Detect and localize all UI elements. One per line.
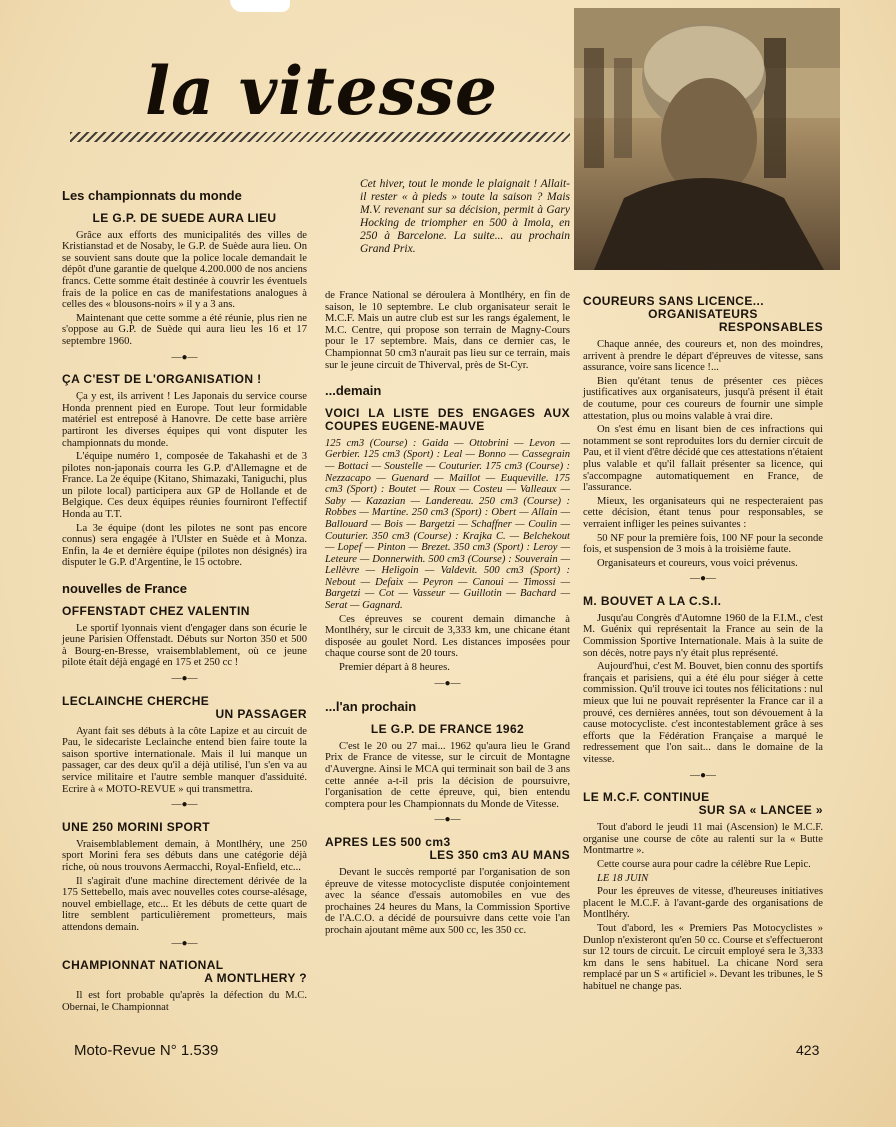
paragraph: Chaque année, des coureurs et, non des moindres, arrivent à prendre le départ d'épreuves de vitesse, sans assurance, voire sans licence !... <box>583 339 823 374</box>
paragraph: Devant le succès remporté par l'organisation de son épreuve de vitesse motocycliste disputée conjointement avec la séance d'essais automobiles en vue des prochaines 24 heures du Mans, la Commission Sportive de l'A.C.O. a décidé de poursuivre dans cette voie l'an prochain ajoutant même aux 500 cc, les 350 cc. <box>325 866 570 936</box>
separator: —●— <box>171 937 198 949</box>
paragraph: Il s'agirait d'une machine directement dérivée de la 175 Settebello, mais avec nouvelles cotes course-alésage, nouvel embiellage, etc... Et les débuts de cette quart de litre semblent particulièrement prometteurs, mais attendons demain. <box>62 875 307 933</box>
heading-line: APRES LES 500 cm3 <box>325 834 451 849</box>
subheading: LE 18 JUIN <box>597 872 649 884</box>
separator: —●— <box>689 769 717 781</box>
paragraph: Ça y est, ils arrivent ! Les Japonais du service course Honda prennent pied en Europe. Tout leur formidable matériel est entreposé à Hanovre. De cette base arrière partiront les diverses équipes qui vont disputer les championnats du monde. <box>62 391 307 449</box>
page-title: la vitesse <box>145 52 499 130</box>
separator: —●— <box>434 677 461 689</box>
column-1 <box>62 180 307 1015</box>
article-heading: VOICI LA LISTE DES ENGAGES AUX COUPES EUGENE-MAUVE <box>325 405 570 433</box>
entry-list: 125 cm3 (Course) : Gaida — Ottobrini — Levon — Gerbier. 125 cm3 (Sport) : Leal — Bonno — Cassegrain — Bottaci — Soustelle — Couturier. 175 cm3 (Course) : Nezzacapo — Guenard — Maillot — Euqueville. 175 cm3 (Sport) : Boutet — Roux — Costeu — Valleaux — Saby — Kazazian — Landereau. 250 cm3 (Course) : Robbes — Martine. 250 cm3 (Sport) : Obert — Allain — Ballouard — Bois — Bargetzi — Schaffner — Coulin — Couturier. 350 cm3 (Course) : Krajka C. — Belchekout — Lopef — Pinton — Brezet. 350 cm3 (Sport) : Leroy — Leteure — Donnerwith. 500 cm3 (Course) : Souverain — Lellèvre — Heligoin — Valdevit. 500 cm3 (Sport) : Nebout — Defaix — Peyron — Canoui — Timossi — Bargetzi — Cot — Vasseur — Guillotin — Bachard — Serat — Gagnard. <box>325 437 570 612</box>
article-heading: UNE 250 MORINI SPORT <box>62 819 211 834</box>
paragraph: Bien qu'étant tenus de présenter ces pièces justificatives aux organisateurs, jusqu'à présent il était de coutume, pour ces coureurs de fournir une simple attestation, plus ou moins valable à vrai dire. <box>583 375 823 422</box>
separator: —●— <box>434 814 461 826</box>
section-title: Les championnats du monde <box>62 188 242 203</box>
paragraph: Mieux, les organisateurs qui ne respecteraient pas cette décision, étant tenus pour responsables, se verraient infliger les peines suivantes : <box>583 495 823 530</box>
paragraph: Vraisemblablement demain, à Montlhéry, une 250 sport Morini fera ses débuts dans une catégorie déjà riche, où nous trouvons Aermacchi, Royal-Enfield, etc... <box>62 838 307 873</box>
article-heading: M. BOUVET A LA C.S.I. <box>583 593 722 608</box>
paragraph: Tout d'abord, les « Premiers Pas Motocyclistes » Dunlop n'existeront qu'en 50 cc. Course et s'effectueront sur 12 tours de circuit. Le circuit employé sera le 3,333 km dans le sens habituel. La chicane Nord sera remplacé par un S « artificiel ». Devant les tribunes, le S habituel ne change pas. <box>583 922 823 992</box>
paragraph: Grâce aux efforts des municipalités des villes de Kristianstad et de Nosaby, le G.P. de Suède aura lieu. On se souvient sans doute que la police locale demandait le dépôt d'une garantie de quelque 4.200.000 de nos anciens francs. Cette somme était destinée à couvrir les éventuels frais de la police en cas de manifestations analogues à celles des « blousons-noirs » il y a 3 ans. <box>62 229 307 311</box>
title-zigzag-rule <box>70 132 570 142</box>
paragraph: L'équipe numéro 1, composée de Takahashi et de 3 pilotes non-japonais courra les G.P. d'Allemagne et de France. La 2e équipe (Kitano, Shimazaki, Taniguchi, plus un pilote local) participera aux GP de Hollande et de Belgique. Ces deux équipes réunies fourniront l'effectif Honda au T.T. <box>62 451 307 521</box>
article-heading: LE G.P. DE FRANCE 1962 <box>370 721 525 736</box>
paragraph: C'est le 20 ou 27 mai... 1962 qu'aura lieu le Grand Prix de France de vitesse, sur le circuit de Montagne d'Auvergne. Ainsi le MCA qui terminait son bail de 3 ans cette année a-t-il pris la décision de poursuivre, l'organisation de cette épreuve, qui, bien entendu comptera pour les Championnats du Monde de Vitesse. <box>325 740 570 810</box>
paragraph: Maintenant que cette somme a été réunie, plus rien ne s'oppose au G.P. de Suède qui aura lieu les 16 et 17 septembre 1960. <box>62 312 307 347</box>
article-heading <box>325 836 570 862</box>
paragraph: Premier départ à 8 heures. <box>339 662 450 674</box>
article-heading: OFFENSTADT CHEZ VALENTIN <box>62 603 250 618</box>
article-heading <box>583 295 823 334</box>
heading-line: LES 350 cm3 AU MANS <box>429 847 570 862</box>
section-title: ...l'an prochain <box>325 699 417 715</box>
article-heading <box>62 959 307 985</box>
paragraph: 50 NF pour la première fois, 100 NF pour la seconde fois, et suspension de 3 mois à la troisième faute. <box>583 532 823 556</box>
heading-line: A MONTLHERY ? <box>204 971 307 986</box>
section-title: ...demain <box>325 383 382 399</box>
paragraph: Pour les épreuves de vitesse, d'heureuses initiatives placent le M.C.F. à l'avant-garde des organisations de Montlhéry. <box>583 886 823 921</box>
paragraph: Il est fort probable qu'après la défection du M.C. Obernai, le Championnat <box>62 990 307 1013</box>
article-heading <box>62 695 307 721</box>
heading-line: CHAMPIONNAT NATIONAL <box>62 958 224 973</box>
heading-line: SUR SA « LANCEE » <box>698 803 823 818</box>
heading-line: RESPONSABLES <box>718 320 823 334</box>
footer-issue: Moto-Revue N° 1.539 <box>74 1042 219 1059</box>
article-heading <box>583 791 823 817</box>
heading-line: ORGANISATEURS <box>648 307 758 321</box>
paragraph: Le sportif lyonnais vient d'engager dans son écurie le jeune Parisien Offenstadt. Débuts sur Norton 350 et 500 à Bourg-en-Bresse, vraisemblablement, où ce jeune pilote était déjà engagé en 175 et 250 cc ! <box>62 622 307 669</box>
paragraph: Ayant fait ses débuts à la côte Lapize et au circuit de Pau, le sidecariste Leclainche entend bien faire toute la saison sportive internationale. Mais il lui manque un passager, car des deux qu'il a déjà utilisé, l'un s'en va au service militaire et l'autre semble manquer d'assiduité. Ecrire à « MOTO-REVUE » qui transmettra. <box>62 725 307 795</box>
separator: —●— <box>171 351 198 363</box>
paragraph: Ces épreuves se courent demain dimanche à Montlhéry, sur le circuit de 3,333 km, une chicane étant disposée au goulet Nord. Les distances imposées pour chaque course sont de 20 tours. <box>325 613 570 660</box>
paragraph: On s'est ému en lisant bien de ces infractions qui notamment se sont reproduites lors du dernier circuit de Pau, et il vient d'être décidé que ces attestations n'étaient plus valable et qu'il fallait présenter sa licence, qui s'accompagne automatiquement en France, de l'assurance. <box>583 424 823 494</box>
section-title: nouvelles de France <box>62 581 187 597</box>
paper-tear <box>230 0 290 12</box>
column-3 <box>583 285 823 995</box>
rider-photo <box>574 8 840 270</box>
heading-line: UN PASSAGER <box>215 706 307 721</box>
paragraph: Organisateurs et coureurs, vous voici prévenus. <box>597 557 798 569</box>
column-2 <box>325 290 570 939</box>
heading-line: LECLAINCHE CHERCHE <box>62 693 210 708</box>
article-heading: ÇA C'EST DE L'ORGANISATION ! <box>62 372 262 387</box>
separator: —●— <box>689 573 717 585</box>
photo-caption: Cet hiver, tout le monde le plaignait ! Allait-il rester « à pieds » toute la saison ? Mais M.V. revenant sur sa décision, permit à Gary Hocking de triompher en 500 à Imola, en 250 à Barcelone. La suite... au prochain Grand Prix. <box>360 178 570 255</box>
paragraph: Jusqu'au Congrès d'Automne 1960 de la F.I.M., c'est M. Guénix qui représentait la France au sein de la Commission Sportive Internationale. Mais à la suite de son décès, notre pays n'y était plus représenté. <box>583 612 823 659</box>
heading-line: LE M.C.F. CONTINUE <box>583 790 710 805</box>
separator: —●— <box>171 673 198 684</box>
paragraph: Cette course aura pour cadre la célèbre Rue Lepic. <box>597 858 811 870</box>
page-number: 423 <box>796 1042 820 1058</box>
paragraph: La 3e équipe (dont les pilotes ne sont pas encore connus) sera engagée à l'Ulster en Suède et à Monza. Enfin, la 4e et dernière équipe (pilotes non désignés) ira disputer le G.P. d'Argentine, le 15 octobre. <box>62 522 307 569</box>
paragraph: Tout d'abord le jeudi 11 mai (Ascension) le M.C.F. organise une course de côte au ralenti sur la « Butte Montmartre ». <box>583 822 823 857</box>
heading-line: COUREURS SANS LICENCE... <box>583 294 764 308</box>
article-heading: LE G.P. DE SUEDE AURA LIEU <box>92 210 277 225</box>
separator: —●— <box>171 799 198 811</box>
paragraph: de France National se déroulera à Montlhéry, en fin de saison, le 10 septembre. Le club organisateur serait le M.C.F. Mais un autre club est sur les rangs également, le M.C. Centre, qui propose son terrain de Magny-Cours pour le 17 septembre. Mais, dans ce dernier cas, le Championnat 50 cm3 n'aurait pas lieu sur ce terrain, mais sur le jeune circuit de Thiverval, près de St-Cyr. <box>325 290 570 371</box>
paragraph: Aujourd'hui, c'est M. Bouvet, bien connu des sportifs français et parisiens, qui a été élu pour siéger à cette commission. Qu'il trouve ici toutes nos félicitations : nul mieux que lui ne pouvait représenter la France car il a prouvé, ces dernières années, tout son dévouement à la cause motocycliste. c'est incontestablement grâce à ses efforts que la Fédération Française a marqué le redressement que l'on sait... dans le domaine de la vitesse. <box>583 661 823 765</box>
